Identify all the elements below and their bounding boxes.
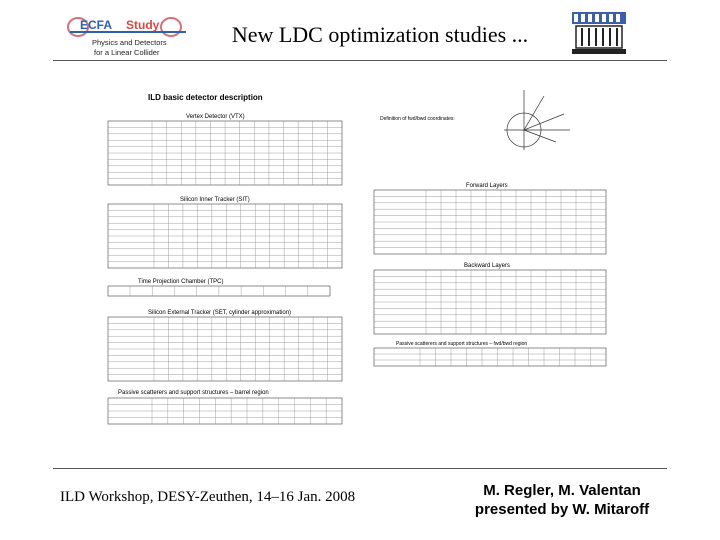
scan-title: ILD basic detector description [148,93,263,102]
ecfa-logo-line1: Physics and Detectors [92,38,167,47]
backward-heading: Backward Layers [464,263,511,269]
authors [452,481,672,519]
passive-fwd-heading: Passive scatterers and support structures – fwd/bwd region [396,341,528,347]
ecfa-logo-line2: for a Linear Collider [94,48,160,57]
authors-line: M. Regler, M. Valentan [483,482,641,499]
passive-barrel-heading: Passive scatterers and support structures – barrel region [118,390,269,396]
study-word: Study [126,18,160,32]
backward-table [374,270,606,334]
fwd-def-heading: Definition of fwd/bwd coordinates: [380,116,455,122]
tpc-heading: Time Projection Chamber (TPC) [138,279,224,285]
page-title: New LDC optimization studies ... [231,22,529,47]
institute-logo [570,10,628,56]
ecfa-study-logo [64,10,194,60]
forward-table [374,190,606,254]
detector-description-scan [104,84,618,430]
ecfa-word: ECFA [80,18,113,32]
sit-heading: Silicon Inner Tracker (SIT) [180,197,250,203]
form-tables [108,121,606,424]
coordinate-sketch [504,90,570,150]
presenter-line: presented by W. Mitaroff [474,501,650,518]
passive-fwd-table [374,348,606,366]
workshop-citation: ILD Workshop, DESY-Zeuthen, 14–16 Jan. 2008 [60,489,356,505]
sit-table [108,204,342,268]
passive-barrel-table [108,398,342,424]
forward-heading: Forward Layers [466,183,508,189]
header-divider [53,60,667,61]
vtx-table [108,121,342,185]
vtx-heading: Vertex Detector (VTX) [186,114,245,120]
set-heading: Silicon External Tracker (SET, cylinder approximation) [148,310,292,316]
set-table [108,317,342,381]
footer-divider [53,468,667,469]
tpc-table [108,286,330,296]
